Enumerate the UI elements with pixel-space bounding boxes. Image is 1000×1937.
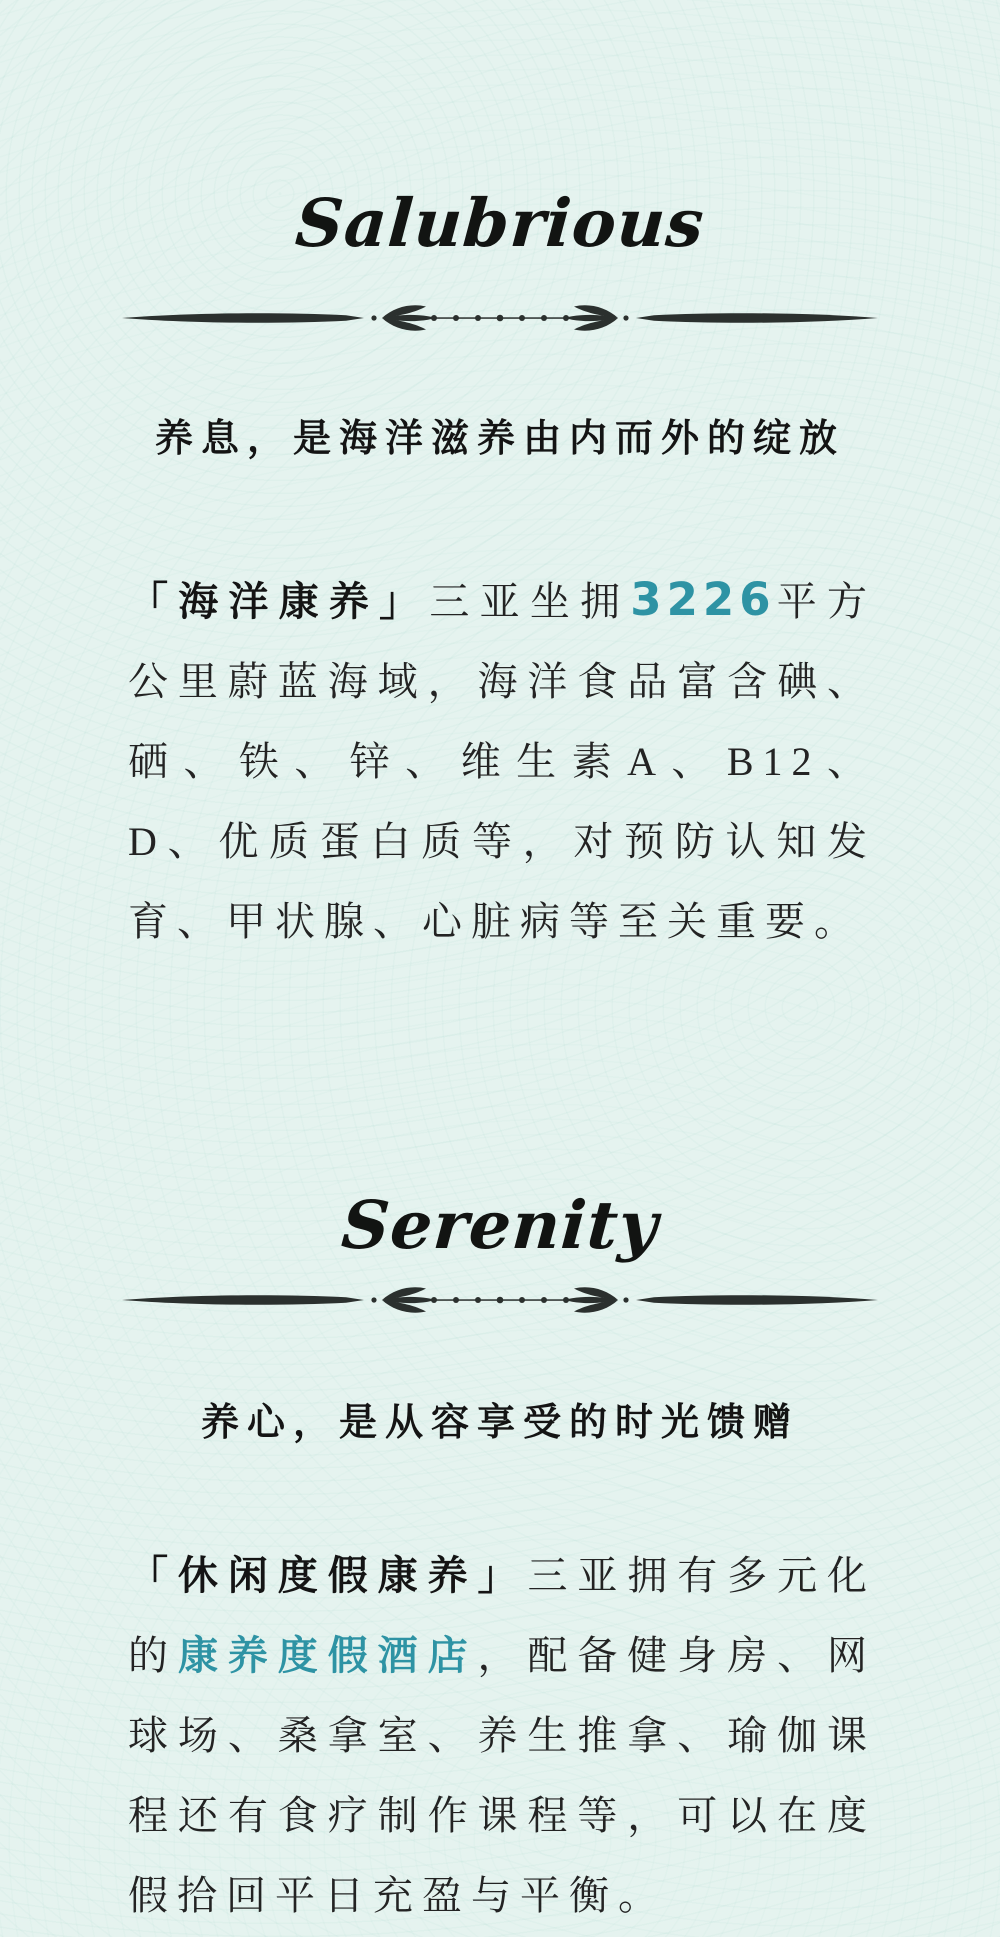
- highlight-number: 3226: [630, 573, 776, 626]
- ocean-wellness-paragraph: [128, 560, 876, 962]
- ornamental-divider: [120, 1280, 880, 1320]
- ornamental-divider: [120, 298, 880, 338]
- paragraph-text: 三亚坐拥: [429, 579, 631, 624]
- bracket-lead-text: 「海洋康养」: [128, 579, 430, 624]
- section-heading-rest: 养息，是海洋滋养由内而外的绽放: [154, 418, 845, 460]
- ornamental-divider-icon: [120, 1280, 880, 1320]
- highlight-hotel-text: 康养度假酒店: [177, 1633, 478, 1678]
- section-title-salubrious: Salubrious: [292, 184, 708, 262]
- paragraph-text: 三亚拥有多元化的: [128, 1553, 877, 1678]
- bracket-lead-text: 「休闲度假康养」: [128, 1553, 528, 1598]
- ornamental-divider-icon: [120, 298, 880, 338]
- paragraph-text: 平方公里蔚蓝海域，海洋食品富含碘、硒、铁、锌、维生素A、B12、D、优质蛋白质等，对预防认知发育、甲状腺、心脏病等至关重要。: [128, 579, 877, 944]
- leisure-wellness-paragraph: [128, 1536, 876, 1936]
- paragraph-text: ，配备健身房、网球场、桑拿室、养生推拿、瑜伽课程还有食疗制作课程等，可以在度假拾回平日充盈与平衡。: [128, 1633, 877, 1918]
- section-heading-mind: 养心，是从容享受的时光馈赠: [200, 1402, 799, 1444]
- section-title-serenity: Serenity: [339, 1186, 661, 1264]
